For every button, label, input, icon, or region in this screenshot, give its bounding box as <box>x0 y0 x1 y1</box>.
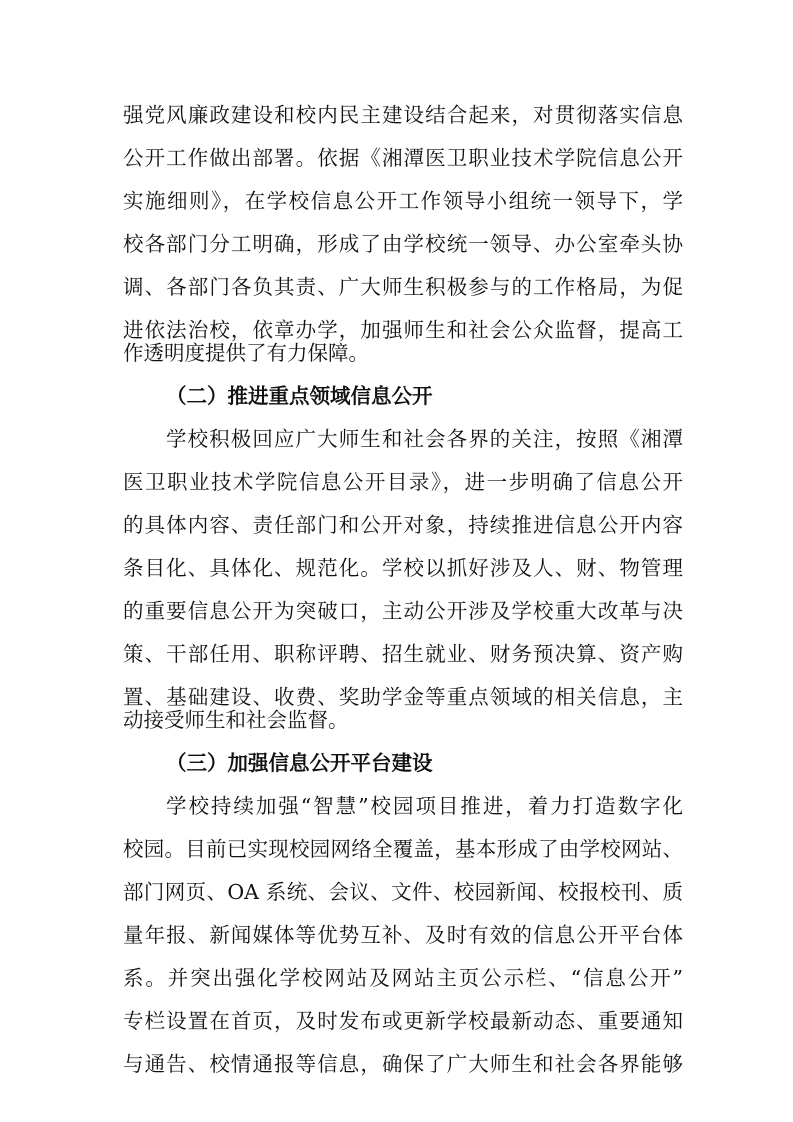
paragraph-line: 进依法治校，依章办学，加强师生和社会公众监督，提高工 <box>123 318 683 342</box>
paragraph-line: 公开工作做出部署。依据《湘潭医卫职业技术学院信息公开 <box>123 146 683 170</box>
paragraph-line: 校各部门分工明确，形成了由学校统一领导、办公室牵头协 <box>123 232 683 256</box>
paragraph-line: 条目化、具体化、规范化。学校以抓好涉及人、财、物管理 <box>123 556 683 580</box>
paragraph-line: 医卫职业技术学院信息公开目录》，进一步明确了信息公开 <box>123 470 683 494</box>
paragraph-line: 置、基础建设、收费、奖助学金等重点领域的相关信息，主 <box>123 685 683 709</box>
section-heading: （三）加强信息公开平台建设 <box>166 751 433 775</box>
paragraph-line: 动接受师生和社会监督。 <box>123 708 349 732</box>
section-heading: （二）推进重点领域信息公开 <box>166 384 433 408</box>
paragraph-line: 部门网页、OA 系统、会议、文件、校园新闻、校报校刊、质 <box>123 880 683 904</box>
paragraph-line: 的具体内容、责任部门和公开对象，持续推进信息公开内容 <box>123 513 683 537</box>
paragraph-line: 系。并突出强化学校网站及网站主页公示栏、“信息公开” <box>123 966 683 990</box>
paragraph-line: 量年报、新闻媒体等优势互补、及时有效的信息公开平台体 <box>123 923 683 947</box>
paragraph-line: 专栏设置在首页，及时发布或更新学校最新动态、重要通知 <box>123 1009 683 1033</box>
paragraph-line: 学校积极回应广大师生和社会各界的关注，按照《湘潭 <box>166 427 683 451</box>
paragraph-line: 的重要信息公开为突破口，主动公开涉及学校重大改革与决 <box>123 599 683 623</box>
paragraph-line: 作透明度提供了有力保障。 <box>123 341 369 365</box>
paragraph-line: 与通告、校情通报等信息，确保了广大师生和社会各界能够 <box>123 1052 683 1076</box>
paragraph-line: 实施细则》，在学校信息公开工作领导小组统一领导下，学 <box>123 189 683 213</box>
paragraph-line: 校园。目前已实现校园网络全覆盖，基本形成了由学校网站、 <box>123 837 683 861</box>
paragraph-line: 学校持续加强“智慧”校园项目推进，着力打造数字化 <box>166 794 683 818</box>
paragraph-line: 强党风廉政建设和校内民主建设结合起来，对贯彻落实信息 <box>123 103 683 127</box>
paragraph-line: 策、干部任用、职称评聘、招生就业、财务预决算、资产购 <box>123 642 683 666</box>
paragraph-line: 调、各部门各负其责、广大师生积极参与的工作格局，为促 <box>123 275 683 299</box>
